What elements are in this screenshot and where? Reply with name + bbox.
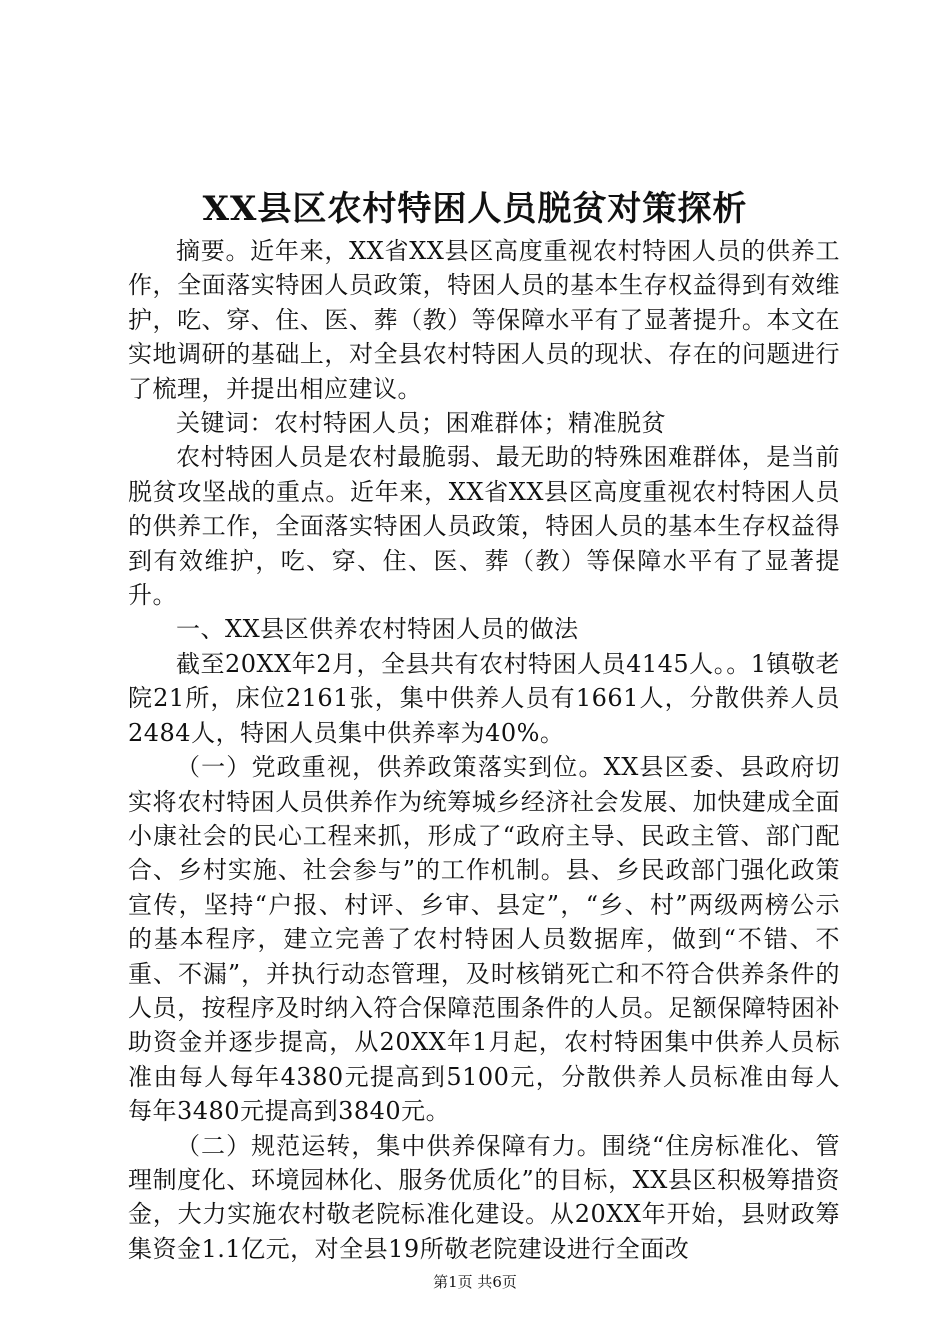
section-heading: 一、XX县区供养农村特困人员的做法: [176, 615, 579, 644]
abstract-paragraph: 摘要。近年来，XX省XX县区高度重视农村特困人员的供养工作，全面落实特困人员政策，特困人员的基本生存权益得到有效维护，吃、穿、住、医、葬（教）等保障水平有了显著提升。本文在实地调研的基础上，对全县农村特困人员的现状、存在的问题进行了梳理，并提出相应建议。: [128, 237, 840, 403]
body-paragraph: （二）规范运转，集中供养保障有力。围绕“住房标准化、管理制度化、环境园林化、服务优质化”的目标，XX县区积极筹措资金，大力实施农村敬老院标准化建设。从20XX年开始，县财政筹集资金1.1亿元，对全县19所敬老院建设进行全面改: [128, 1131, 840, 1263]
body-paragraph: （一）党政重视，供养政策落实到位。XX县区委、县政府切实将农村特困人员供养作为统筹城乡经济社会发展、加快建成全面小康社会的民心工程来抓，形成了“政府主导、民政主管、部门配合、乡村实施、社会参与”的工作机制。县、乡民政部门强化政策宣传，坚持“户报、村评、乡审、县定”，“乡、村”两级两榜公示的基本程序，建立完善了农村特困人员数据库，做到“不错、不重、不漏”，并执行动态管理，及时核销死亡和不符合供养条件的人员，按程序及时纳入符合保障范围条件的人员。足额保障特困补助资金并逐步提高，从20XX年1月起，农村特困集中供养人员标准由每人每年4380元提高到5100元，分散供养人员标准由每人每年3480元提高到3840元。: [128, 753, 840, 1126]
keywords-paragraph: 关键词：农村特困人员；困难群体；精准脱贫: [176, 409, 666, 438]
page-number-footer: 第1页 共6页: [433, 1273, 517, 1291]
body-paragraph: 农村特困人员是农村最脆弱、最无助的特殊困难群体，是当前脱贫攻坚战的重点。近年来，XX省XX县区高度重视农村特困人员的供养工作，全面落实特困人员政策，特困人员的基本生存权益得到有效维护，吃、穿、住、医、葬（教）等保障水平有了显著提升。: [128, 443, 840, 610]
document-body: [128, 234, 840, 1266]
document-title: XX县区农村特困人员脱贫对策探析: [202, 189, 748, 229]
body-paragraph: 截至20XX年2月，全县共有农村特困人员4145人。。1镇敬老院21所，床位2161张，集中供养人员有1661人，分散供养人员2484人，特困人员集中供养率为40%。: [128, 649, 840, 747]
